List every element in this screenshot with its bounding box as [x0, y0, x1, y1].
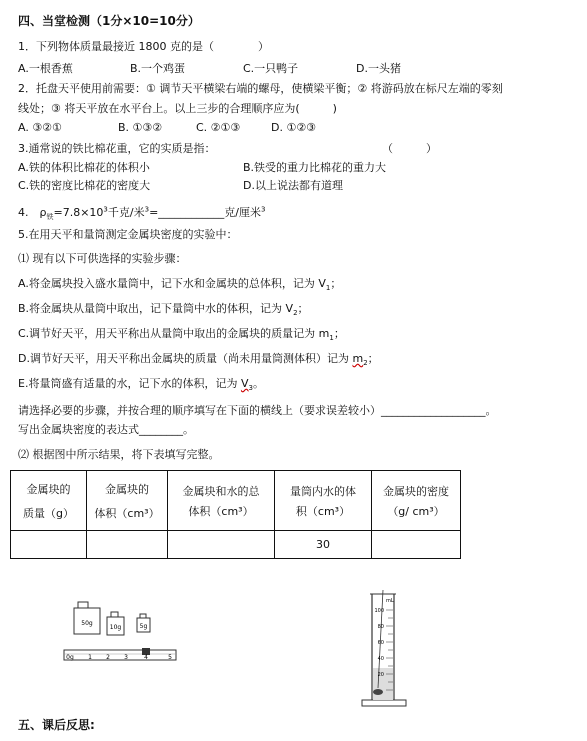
- header-mass-l2: 质量（g）: [23, 506, 74, 520]
- step-a-text: A.将金属块投入盛水量筒中，记下水和金属块的总体积，记为 V: [18, 277, 326, 290]
- q2-option-b: B. ①③②: [118, 121, 163, 134]
- header-total-volume: [168, 471, 275, 531]
- metal-block: [373, 689, 383, 695]
- step-e-var: V: [240, 377, 249, 390]
- q2-option-c: C. ②①③: [196, 121, 241, 134]
- scale-tick-0: 0g: [66, 654, 74, 661]
- q4-exp: 3: [103, 205, 108, 214]
- step-a: [18, 275, 341, 292]
- question-2-stem-line2: 线处；③ 将天平放在水平台上。以上三步的合理顺序应为( ): [18, 102, 337, 115]
- question-3-stem: 3.通常说的铁比棉花重，它的实质是指：: [18, 142, 216, 155]
- step-b-text: B.将金属块从量筒中取出，记下量筒中水的体积，记为 V: [18, 302, 294, 315]
- table-header-row: [11, 471, 461, 531]
- cylinder-tick-60: 60: [377, 640, 384, 646]
- q4-blank: ____________: [158, 206, 225, 219]
- step-c-end: ；: [333, 327, 345, 340]
- cell-volume[interactable]: [87, 531, 168, 559]
- cylinder-tick-20: 20: [377, 672, 384, 678]
- step-e-sub: 3: [248, 384, 253, 393]
- step-e-end: 。: [252, 377, 264, 390]
- weight-label-5g: 5g: [139, 623, 148, 630]
- header-density-l1: 金属块的密度: [383, 484, 449, 498]
- header-volume: [87, 471, 168, 531]
- q3-option-c: C.铁的密度比棉花的密度大: [18, 179, 151, 192]
- question-4: [18, 204, 265, 222]
- question-5-part2: ⑵ 根据图中所示结果，将下表填写完整。: [18, 448, 220, 461]
- q4-unit1: 千克/米: [107, 206, 145, 219]
- q1-option-c: C.一只鸭子: [243, 62, 299, 75]
- q4-exp3: 3: [261, 205, 266, 214]
- step-c-text: C.调节好天平，用天平称出从量筒中取出的金属块的质量记为 m: [18, 327, 330, 340]
- q4-exp2: 3: [144, 205, 150, 214]
- q3-option-d: D.以上说法都有道理: [243, 179, 343, 192]
- order-prompt: 请选择必要的步骤，并按合理的顺序填写在下面的横线上（要求误差较小）___________________。: [18, 404, 497, 417]
- cylinder-figure: [350, 588, 430, 716]
- cell-density[interactable]: [372, 531, 461, 559]
- question-2-stem-line1: 2．托盘天平使用前需要：① 调节天平横梁右端的螺母，使横梁平衡；② 将游码放在标尺左端的零刻: [18, 82, 503, 95]
- step-a-end: ；: [330, 277, 342, 290]
- header-total-l1: 金属块和水的总: [182, 484, 260, 498]
- scale-tick-1: 1: [88, 654, 92, 661]
- scale-tick-2: 2: [106, 654, 110, 661]
- q4-sub: 铁: [46, 213, 54, 222]
- header-density-l2: （g/ cm³）: [387, 504, 445, 518]
- q4-rho: 4. ρ: [18, 206, 47, 219]
- q4-eq: =: [149, 206, 159, 219]
- step-b-sub: 2: [293, 309, 298, 318]
- header-water-l1: 量筒内水的体: [290, 484, 356, 498]
- header-volume-l2: 体积（cm³）: [94, 506, 160, 520]
- step-b-end: ；: [297, 302, 309, 315]
- step-a-sub: 1: [325, 284, 331, 293]
- step-d-var: m: [352, 352, 364, 365]
- step-b: [18, 300, 309, 317]
- weight-50g: [74, 602, 100, 634]
- cell-total-volume[interactable]: [168, 531, 275, 559]
- graduated-cylinder: [362, 590, 406, 706]
- header-water-volume: [275, 471, 372, 531]
- step-c: [18, 325, 345, 342]
- cell-water-volume: 30: [275, 531, 372, 559]
- weights-figure: [60, 596, 190, 666]
- cylinder-unit: mL: [386, 598, 394, 604]
- step-c-sub: 1: [329, 334, 334, 343]
- header-mass-l1: 金属块的: [26, 482, 71, 496]
- question-3-blank: （ ）: [382, 142, 437, 155]
- cylinder-tick-100: 100: [374, 608, 384, 614]
- q1-option-b: B.一个鸡蛋: [130, 62, 186, 75]
- cylinder-tick-40: 40: [377, 656, 384, 662]
- scale-tick-5: 5: [168, 654, 172, 661]
- section-5-title: 五、课后反思:: [18, 718, 95, 732]
- section-4-title: 四、当堂检测（1分×10=10分）: [18, 14, 200, 28]
- q3-option-b: B.铁受的重力比棉花的重力大: [243, 161, 387, 174]
- scale-tick-3: 3: [124, 654, 128, 661]
- question-5-part1: ⑴ 现有以下可供选择的实验步骤：: [18, 252, 187, 265]
- header-density: [372, 471, 461, 531]
- question-5-intro: 5.在用天平和量筒测定金属块密度的实验中：: [18, 228, 238, 241]
- question-1-stem: 1．下列物体质量最接近 1800 克的是（ ）: [18, 40, 269, 53]
- cylinder-tick-80: 80: [377, 624, 384, 630]
- results-table: [10, 470, 461, 559]
- scale-tick-4: 4: [144, 654, 148, 661]
- q4-unit2: 克/厘米: [224, 206, 262, 219]
- q4-value: =7.8×10: [53, 206, 104, 219]
- header-mass: [11, 471, 87, 531]
- weight-label-50g: 50g: [81, 620, 93, 627]
- q1-option-d: D.一头猪: [356, 62, 401, 75]
- cell-mass[interactable]: [11, 531, 87, 559]
- q1-option-a: A.一根香蕉: [18, 62, 73, 75]
- expression-prompt: 写出金属块密度的表达式________。: [18, 423, 194, 436]
- q2-option-d: D. ①②③: [271, 121, 317, 134]
- step-d-text: D.调节好天平，用天平称出金属块的质量（尚未用量筒测体积）记为: [18, 352, 353, 365]
- weight-label-10g: 10g: [109, 624, 122, 631]
- step-d: [18, 350, 379, 367]
- q2-option-a: A. ③②①: [18, 121, 62, 134]
- balance-scale: [64, 648, 176, 660]
- step-e-text: E.将量筒盛有适量的水，记下水的体积，记为: [18, 377, 241, 390]
- step-d-end: ；: [367, 352, 379, 365]
- header-volume-l1: 金属块的: [105, 482, 149, 496]
- step-d-sub: 2: [363, 359, 368, 368]
- table-row: [11, 531, 461, 559]
- q3-option-a: A.铁的体积比棉花的体积小: [18, 161, 150, 174]
- header-total-l2: 体积（cm³）: [188, 504, 254, 518]
- header-water-l2: 积（cm³）: [295, 504, 351, 518]
- step-e: [18, 375, 264, 392]
